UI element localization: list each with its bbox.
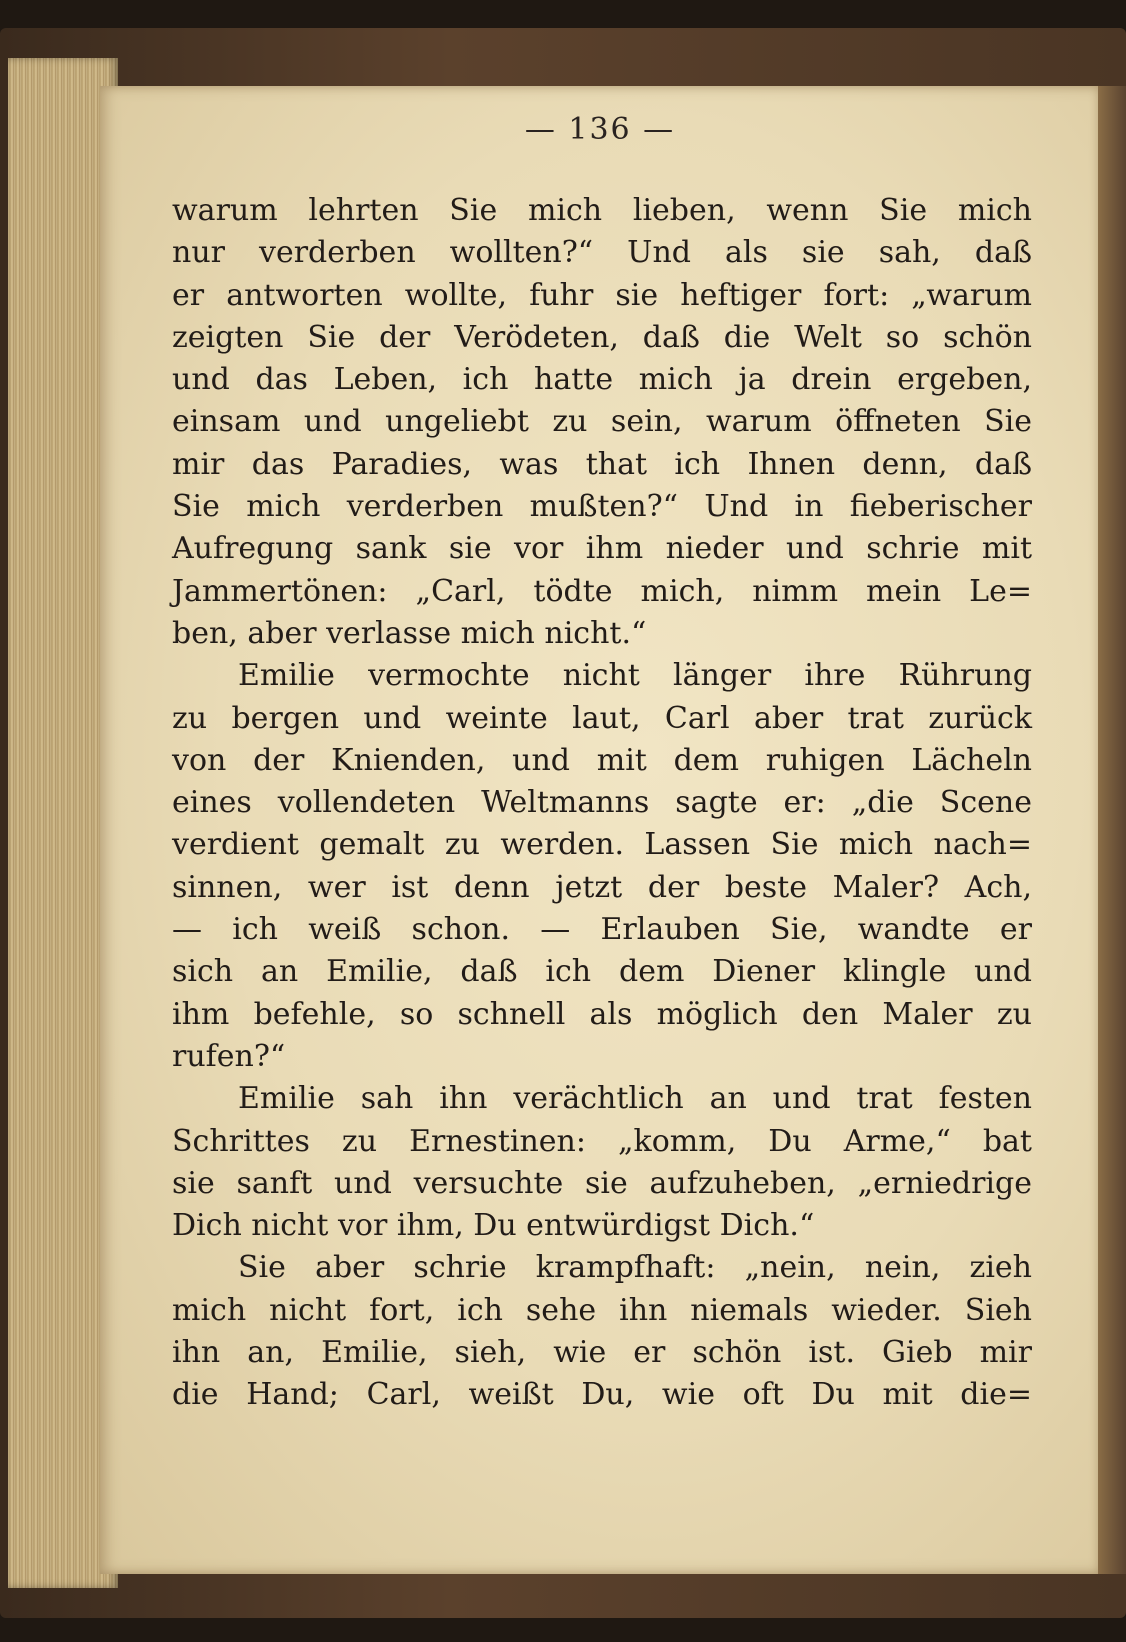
text-line: sie sanft und versuchte sie aufzuheben, „erniedrige: [172, 1165, 1032, 1201]
text-line: und das Leben, ich hatte mich ja drein ergeben,: [172, 362, 1032, 398]
text-line: Schrittes zu Ernestinen: „komm, Du Arme,“ bat: [172, 1123, 1032, 1159]
page-text: [172, 190, 1032, 1417]
text-line: Emilie vermochte nicht länger ihre Rührung: [238, 658, 1032, 694]
text-line: einsam und ungeliebt zu sein, warum öffneten Sie: [172, 404, 1032, 440]
book-page: [100, 86, 1100, 1574]
text-line: rufen?“: [172, 1038, 286, 1074]
text-line: zu bergen und weinte laut, Carl aber trat zurück: [172, 700, 1032, 736]
text-line: Aufregung sank sie vor ihm nieder und schrie mit: [172, 531, 1032, 567]
facing-page-edge: [1098, 86, 1126, 1574]
text-line: — ich weiß schon. — Erlauben Sie, wandte er: [172, 912, 1032, 948]
text-line: mir das Paradies, was that ich Ihnen denn, daß: [172, 446, 1032, 482]
text-line: warum lehrten Sie mich lieben, wenn Sie mich: [172, 193, 1032, 228]
text-line: Dich nicht vor ihm, Du entwürdigst Dich.“: [172, 1208, 815, 1244]
text-line: Jammertönen: „Carl, tödte mich, nimm mein Le=: [172, 573, 1032, 609]
text-line: nur verderben wollten?“ Und als sie sah, daß: [172, 235, 1032, 271]
text-line: ihm befehle, so schnell als möglich den Maler zu: [172, 996, 1032, 1032]
text-line: Sie aber schrie krampfhaft: „nein, nein, zieh: [238, 1250, 1032, 1286]
text-line: sich an Emilie, daß ich dem Diener klingle und: [172, 954, 1032, 990]
text-line: Sie mich verderben mußten?“ Und in fieberischer: [172, 489, 1032, 525]
text-line: ben, aber verlasse mich nicht.“: [172, 615, 647, 651]
text-line: von der Knienden, und mit dem ruhigen Lächeln: [172, 742, 1032, 778]
text-line: ihn an, Emilie, sieh, wie er schön ist. Gieb mir: [172, 1335, 1032, 1371]
text-line: verdient gemalt zu werden. Lassen Sie mich nach=: [172, 827, 1032, 863]
text-line: er antworten wollte, fuhr sie heftiger fort: „warum: [172, 277, 1032, 313]
text-line: mich nicht fort, ich sehe ihn niemals wieder. Sieh: [172, 1292, 1032, 1328]
page-number: — 136 —: [524, 112, 676, 147]
text-line: eines vollendeten Weltmanns sagte er: „die Scene: [172, 785, 1032, 821]
text-line: sinnen, wer ist denn jetzt der beste Maler? Ach,: [172, 869, 1032, 905]
text-line: zeigten Sie der Verödeten, daß die Welt so schön: [172, 319, 1032, 355]
text-line: Emilie sah ihn verächtlich an und trat festen: [238, 1081, 1032, 1117]
text-line: die Hand; Carl, weißt Du, wie oft Du mit die=: [172, 1377, 1032, 1413]
